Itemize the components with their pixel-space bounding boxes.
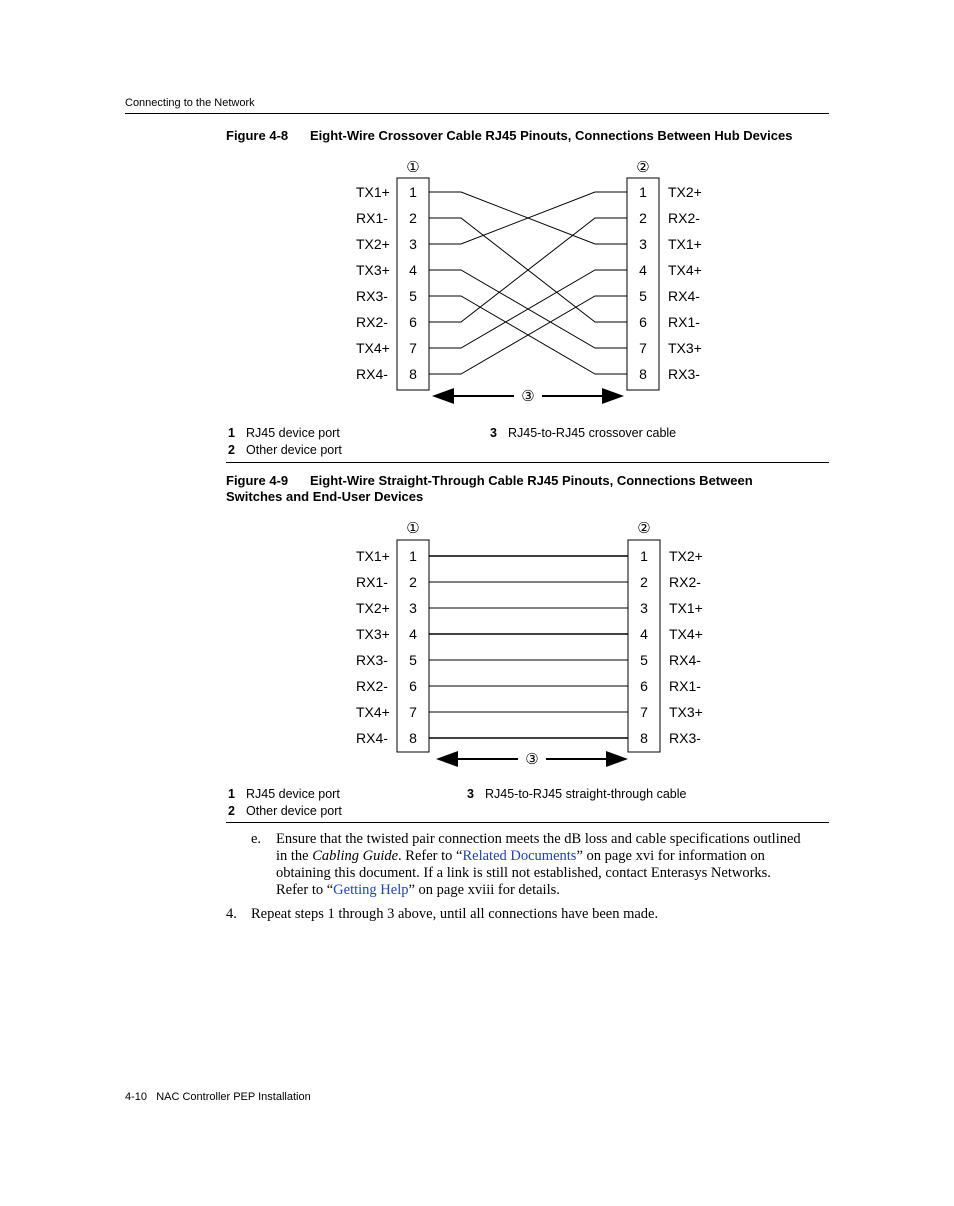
footer-title: NAC Controller PEP Installation — [156, 1091, 311, 1103]
left-signal-label: TX4+ — [356, 704, 390, 720]
right-signal-label: TX1+ — [669, 600, 703, 616]
figure-4-9-title — [226, 473, 753, 505]
figure-caption-line1: Eight-Wire Straight-Through Cable RJ45 Pinouts, Connections Between — [310, 473, 753, 488]
right-signal-label: RX2- — [668, 210, 700, 226]
left-signal-label: TX1+ — [356, 548, 390, 564]
right-signal-label: TX1+ — [668, 236, 702, 252]
step-4-text: Repeat steps 1 through 3 above, until all connections have been made. — [251, 906, 659, 922]
left-signal-label: RX1- — [356, 210, 388, 226]
left-signal-label: TX4+ — [356, 340, 390, 356]
right-pin-number: 1 — [640, 548, 648, 564]
related-documents-link[interactable]: Related Documents — [462, 848, 577, 864]
legend-item-1: 1 RJ45 device port — [228, 787, 340, 801]
right-signal-label: RX4- — [669, 652, 701, 668]
arrow-right-head — [602, 388, 624, 404]
step-4-marker: 4. — [226, 906, 237, 922]
right-signal-label: RX1- — [669, 678, 701, 694]
callout-3: ③ — [525, 751, 539, 768]
right-pin-number: 1 — [639, 184, 647, 200]
step-e-marker: e. — [251, 831, 262, 847]
callout-2: ② — [637, 520, 651, 537]
getting-help-link[interactable]: Getting Help — [333, 882, 409, 898]
right-signal-label: RX3- — [668, 366, 700, 382]
left-signal-label: RX4- — [356, 730, 388, 746]
left-pin-number: 1 — [409, 548, 417, 564]
left-pin-number: 3 — [409, 236, 417, 252]
figure-rule — [226, 462, 829, 463]
left-signal-label: TX1+ — [356, 184, 390, 200]
legend-item-2: 2 Other device port — [228, 804, 342, 818]
wire — [429, 270, 627, 348]
right-pin-number: 2 — [639, 210, 647, 226]
callout-3: ③ — [521, 388, 535, 405]
arrow-right-head — [606, 751, 628, 767]
right-pin-number: 2 — [640, 574, 648, 590]
callout-1: ① — [406, 520, 420, 537]
figure-number: Figure 4-8 — [226, 128, 289, 143]
right-pin-number: 7 — [640, 704, 648, 720]
right-signal-label: RX2- — [669, 574, 701, 590]
right-pin-number: 4 — [639, 262, 647, 278]
right-signal-label: TX4+ — [669, 626, 703, 642]
figure-rule — [226, 822, 829, 823]
left-pin-number: 8 — [409, 730, 417, 746]
left-pin-number: 4 — [409, 262, 417, 278]
right-pin-number: 6 — [640, 678, 648, 694]
right-pin-number: 8 — [639, 366, 647, 382]
right-signal-label: RX4- — [668, 288, 700, 304]
arrow-left-head — [432, 388, 454, 404]
left-pin-number: 6 — [409, 314, 417, 330]
left-pin-number: 7 — [409, 340, 417, 356]
left-pin-number: 7 — [409, 704, 417, 720]
right-pin-number: 6 — [639, 314, 647, 330]
left-pin-number: 6 — [409, 678, 417, 694]
wire — [429, 296, 627, 374]
left-signal-label: RX4- — [356, 366, 388, 382]
legend-item-3: 3 RJ45-to-RJ45 straight-through cable — [467, 787, 687, 801]
right-pin-number: 3 — [640, 600, 648, 616]
left-signal-label: TX3+ — [356, 262, 390, 278]
right-signal-label: TX2+ — [668, 184, 702, 200]
left-pin-number: 8 — [409, 366, 417, 382]
right-signal-label: TX3+ — [669, 704, 703, 720]
figure-number: Figure 4-9 — [226, 473, 289, 488]
left-signal-label: TX2+ — [356, 236, 390, 252]
left-pin-number: 3 — [409, 600, 417, 616]
left-signal-label: TX3+ — [356, 626, 390, 642]
figure-caption-line2: Switches and End-User Devices — [226, 489, 424, 504]
legend-item-2: 2 Other device port — [228, 443, 342, 457]
left-pin-number: 5 — [409, 652, 417, 668]
right-pin-number: 8 — [640, 730, 648, 746]
right-signal-label: RX3- — [669, 730, 701, 746]
legend-item-3: 3 RJ45-to-RJ45 crossover cable — [490, 426, 677, 440]
arrow-left-head — [436, 751, 458, 767]
left-signal-label: RX1- — [356, 574, 388, 590]
page-number: 4-10 — [125, 1091, 148, 1103]
callout-1: ① — [406, 159, 420, 176]
right-signal-label: TX3+ — [668, 340, 702, 356]
right-pin-number: 5 — [639, 288, 647, 304]
left-signal-label: RX3- — [356, 652, 388, 668]
right-signal-label: TX2+ — [669, 548, 703, 564]
left-pin-number: 2 — [409, 574, 417, 590]
left-pin-number: 2 — [409, 210, 417, 226]
figure-caption: Eight-Wire Crossover Cable RJ45 Pinouts, Connections Between Hub Devices — [310, 128, 793, 143]
left-signal-label: TX2+ — [356, 600, 390, 616]
legend-item-1: 1 RJ45 device port — [228, 426, 340, 440]
right-pin-number: 7 — [639, 340, 647, 356]
right-pin-number: 3 — [639, 236, 647, 252]
left-connector-box — [397, 540, 429, 752]
step-e-text: Ensure that the twisted pair connection meets the dB loss and cable specifications outlined in the Cabling Guide. Refer to “Related Documents” on page xvi for information on obtaining this document. If a link is still not established, contact Enterasys Networks. Refer to “Getting Help” on page xviii for details. — [276, 831, 801, 898]
left-pin-number: 1 — [409, 184, 417, 200]
footer — [125, 1091, 311, 1103]
right-signal-label: TX4+ — [668, 262, 702, 278]
left-pin-number: 4 — [409, 626, 417, 642]
right-connector-box — [628, 540, 660, 752]
right-signal-label: RX1- — [668, 314, 700, 330]
left-pin-number: 5 — [409, 288, 417, 304]
right-pin-number: 4 — [640, 626, 648, 642]
left-signal-label: RX2- — [356, 314, 388, 330]
left-signal-label: RX2- — [356, 678, 388, 694]
callout-2: ② — [636, 159, 650, 176]
right-pin-number: 5 — [640, 652, 648, 668]
running-header: Connecting to the Network — [125, 97, 255, 109]
left-signal-label: RX3- — [356, 288, 388, 304]
